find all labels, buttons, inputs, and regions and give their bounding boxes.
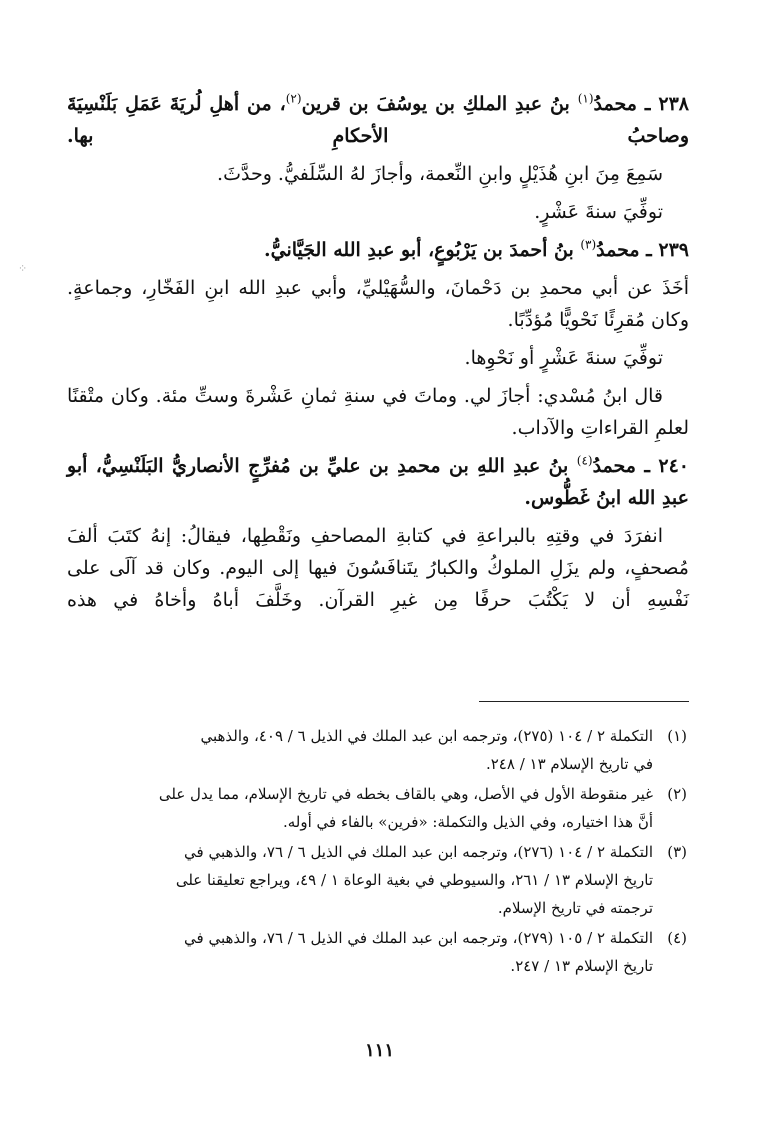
entry-238-lineage: بنُ عبدِ الملكِ بن يوسُفَ بن قرين bbox=[301, 93, 578, 115]
entry-240-number-name: ٢٤٠ ـ محمدُ bbox=[592, 455, 689, 477]
page-number: ١١١ bbox=[364, 1040, 394, 1061]
footnote-line: التكملة ٢ / ١٠٤ (٢٧٥)، وترجمه ابن عبد الملك في الذيل ٦ / ٤٠٩، والذهبي bbox=[200, 727, 653, 745]
footnote-line: تاريخ الإسلام ١٣ / ٢٤٧. bbox=[510, 957, 653, 975]
footnote-2 bbox=[67, 780, 687, 836]
footnote-line: التكملة ٢ / ١٠٥ (٢٧٩)، وترجمه ابن عبد الملك في الذيل ٦ / ٧٦، والذهبي في bbox=[184, 929, 653, 947]
footnote-number: (٣) bbox=[667, 843, 687, 861]
entry-239-heading bbox=[67, 234, 689, 266]
entry-238-number-name: ٢٣٨ ـ محمدُ bbox=[593, 93, 689, 115]
footnote-line: التكملة ٢ / ١٠٤ (٢٧٦)، وترجمه ابن عبد الملك في الذيل ٦ / ٧٦، والذهبي في bbox=[184, 843, 653, 861]
footnote-ref-1[interactable]: (١) bbox=[577, 91, 594, 106]
entry-239-paragraph-1: أخَذَ عن أبي محمدِ بن دَحْمانَ، والسُّهَيْليِّ، وأبي عبدِ الله ابنِ الفَخّارِ، وجماعةٍ. وكان مُقرِئًا نَحْويًّا مُؤدِّبًا. bbox=[67, 277, 689, 331]
footnote-3 bbox=[67, 838, 687, 922]
footnote-line: غير منقوطة الأول في الأصل، وهي بالقاف بخطه في تاريخ الإسلام، مما يدل على bbox=[158, 785, 653, 803]
footnote-text bbox=[67, 838, 653, 922]
footnote-text bbox=[67, 924, 653, 980]
footnote-1 bbox=[67, 722, 687, 778]
entry-238-origin: ، من أهلِ لُريَةَ عَمَلِ بَلَنْسِيَةَ وصاحبُ الأحكامِ بها. bbox=[67, 93, 689, 147]
entry-239-number-name: ٢٣٩ ـ محمدُ bbox=[596, 239, 689, 261]
margin-speck: ⁘ bbox=[18, 262, 28, 275]
footnote-ref-3[interactable]: (٣) bbox=[580, 237, 597, 252]
entry-238-heading bbox=[67, 88, 689, 152]
entry-238-paragraph-2: توفِّيَ سنةَ عَشْرٍ. bbox=[534, 201, 663, 223]
footnote-4 bbox=[67, 924, 687, 980]
footnote-line: في تاريخ الإسلام ١٣ / ٢٤٨. bbox=[485, 755, 653, 773]
entry-239-paragraph-3: قال ابنُ مُسْدي: أجازَ لي. وماتَ في سنةِ ثمانِ عَشْرةَ وستِّ مئة. وكان متْقنًا لعلمِ القراءاتِ والآداب. bbox=[67, 385, 689, 439]
entry-238-paragraph-1: سَمِعَ مِنَ ابنِ هُذَيْلٍ وابنِ النِّعمة، وأجازَ لهُ السِّلَفيُّ. وحدَّثَ. bbox=[217, 163, 663, 185]
footnote-number: (٢) bbox=[667, 785, 687, 803]
entry-240-lineage: بنُ عبدِ اللهِ بن محمدِ بن عليِّ بن مُفرِّجٍ الأنصاريُّ البَلَنْسِيُّ، أبو عبدِ الله ابنُ غَطُّوس. bbox=[67, 455, 689, 509]
entry-239-paragraph-2: توفِّيَ سنةَ عَشْرٍ أو نَحْوِها. bbox=[464, 347, 663, 369]
footnote-line: ترجمته في تاريخ الإسلام. bbox=[497, 899, 653, 917]
footnote-line: تاريخ الإسلام ١٣ / ٢٦١، والسيوطي في بغية الوعاة ١ / ٤٩، ويراجع تعليقنا على bbox=[175, 871, 653, 889]
footnote-text bbox=[67, 722, 653, 778]
footnote-ref-4[interactable]: (٤) bbox=[576, 453, 593, 468]
main-text bbox=[67, 88, 689, 622]
footnotes bbox=[67, 722, 687, 982]
footnote-number: (٤) bbox=[667, 929, 687, 947]
entry-240-paragraph-1: انفرَدَ في وقتِهِ بالبراعةِ في كتابةِ المصاحفِ ونَقْطِها، فيقالُ: إنهُ كتَبَ ألفَ مُصحفٍ، ولم يزَلِ الملوكُ والكبارُ يتَنافَسُونَ فيها إلى اليوم. وكان قد آلَى على نَفْسِهِ أن لا يَكْتُبَ حرفًا مِن غيرِ القرآن. وخَلَّفَ أباهُ وأخاهُ في هذه bbox=[67, 525, 689, 611]
footnote-ref-2[interactable]: (٢) bbox=[285, 91, 302, 106]
footnote-line: أنَّ هذا اختياره، وفي الذيل والتكملة: «فرين» بالفاء في أوله. bbox=[282, 813, 653, 831]
footnote-text bbox=[67, 780, 653, 836]
footnote-number: (١) bbox=[667, 727, 687, 745]
footnote-separator bbox=[479, 701, 689, 702]
entry-240-heading bbox=[67, 450, 689, 514]
entry-239-lineage: بنُ أحمدَ بن يَرْبُوعٍ، أبو عبدِ الله الجَيَّانيُّ. bbox=[264, 239, 581, 261]
